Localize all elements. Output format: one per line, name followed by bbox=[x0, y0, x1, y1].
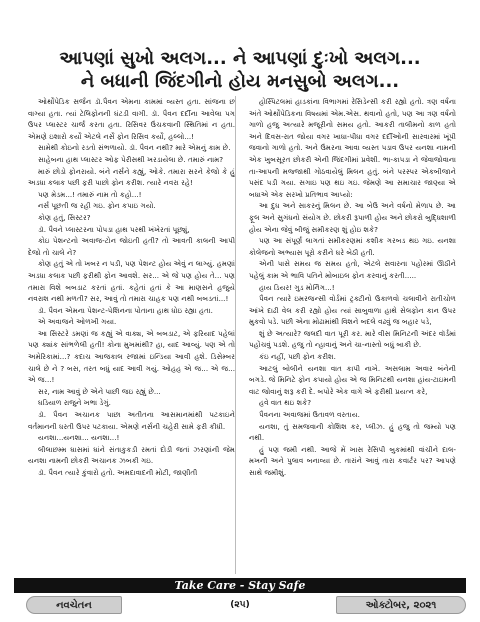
paragraph: હવે વાત થઇ શકે? bbox=[259, 398, 312, 408]
left-column bbox=[28, 96, 235, 574]
paragraph: ડૉ. પૈવને પ્લાસ્ટરના પોપડા હાથ પરથી ખંખેરતાં પૂછ્યું, bbox=[38, 224, 190, 234]
paragraph: નર્સ પૂછતી જ રહી ગઇ. ફોન કપાઇ ગયો. bbox=[38, 201, 156, 211]
paragraph: કોણ હતું, સિસ્ટર? bbox=[38, 212, 91, 222]
paragraph: સામેથી કોઇનો રડતો સંભળાયો. ડૉ. પૈવન નથી? મારે એમનું કામ છે. bbox=[38, 143, 231, 153]
paragraph: લીલાછમ્મ ઘાસમાં ઘાંને સંતાકુકડી રમતાં દોડી જતાં ઝરણાંની જેમ યનશા નામની છોકરી અચાનક ઝબકી ગઇ. bbox=[28, 444, 235, 466]
paragraph: આ સિસ્ટરે ડમણાં જ કહ્યું એ વાક્ય, એ બબડાટ, એ ફરિયાદ પહેલાં પણ ક્યાંક સાંભળેલી હતી! કોના મુખમાંથી? હા, યાદ આવ્યું. પણ એ તો અમેરિકામાં...? કદાચ આજકાલ રજામાં ઇન્ડિયા આવી હશે. ડિસેમ્બર ચાલે છે ને ? બસ, તરત બધું યાદ આવી ગયું. ઓહહ એ જ... એ જ... એ જ...! bbox=[28, 328, 235, 385]
page-footer bbox=[14, 596, 466, 614]
page-number: (૨૫) bbox=[230, 600, 250, 610]
paragraph: કોણ હતું એ તો ખબર ન પડી, પણ પેશન્ટ હોય એવું ન લાગ્યું. હમણાં અડધા કલાક પછી ફરીથી ફોન આવશે. સર... એ જે પણ હોય તે... પણ તમારા વિશે બબડાટ કરતાં હતાં. કહેતાં હતાં કે આ માણસને હજુયે નવરાશ નથી મળતી? સર, આવું તો તમારા ચાહક પણ નથી બબડતાં...! bbox=[28, 259, 235, 304]
article-body bbox=[28, 96, 458, 574]
headline-line-1: આપણાં સુખો અલગ... ને આપણાં દુઃખો અલગ... bbox=[59, 48, 421, 69]
paragraph: હોસ્પિટલમાં હાડકાંના વિભાગમાં રેસિડેન્સી કરી રહ્યો હતો. ત્રણ વર્ષના અંતે ઓર્થોપેડિકના વિષયમાં એમ.એસ. થવાનો હતો, પણ આ ત્રણ વર્ષનો ગાળો હજુ અત્યારે મજૂરીનો સમય હતો. આકરી તાલીમનો કાળ હતો અને દિવસ-રાત જોયા વગર ખાધા-પીધા વગર દર્દીઓની સારવારમાં ખૂંપી જવાનો ગાળો હતો. અને ઉંમરના આવા વ્યસ્ત પડાવ ઉપર યનશા નામની એક ખુબસૂરત છોકરી એની જિંદગીમાં પ્રવેશી. ભા-કાપડા ને જેવાજોવાના તા-આપની મજ્જાથી ગોઠવાયેલું મિલન હતું. બંને પરસ્પર એકબીજાને પસંદ પડી ગયા. સગાઇ પણ થઇ ગઇ. જેમણે આ સમાચાર જાણ્યા એ બધાએ એક સરખો પ્રતિભાવ આપ્યો: bbox=[249, 97, 456, 199]
paragraph: શું છે અત્યારે? જલદી વાત પૂરી કર. મારે વીસ મિનિટની અંદર વૉર્ડમાં પહોંચવું પડશે. હજુ તો ન્હાવાનું અને ચા-નાસ્તો બધું બાકી છે. bbox=[249, 328, 456, 350]
paragraph: ઘડિયાળ રાજુને ખભા ડેગું. bbox=[38, 398, 111, 408]
paragraph: ડૉ. પૈવન એમના પેશન્ટ-પેશિનના પોતાના હાથ ધોઇ રહ્યા હતા. bbox=[38, 305, 213, 315]
paragraph: ડૉ. પૈવન અચાનક પાછા અતીતના આસમાનમાંથી પટકાઇને વર્તમાનની ધરતી ઉપર પટકાયા. એમણે નર્સની ચહેરી સામે ફરી કીધી. bbox=[28, 410, 235, 431]
paragraph: યનશા...યનશા... યનશા...! bbox=[38, 433, 120, 443]
paragraph: પણ મેડમ...! તમારું નામ તો કહો...! bbox=[38, 189, 142, 199]
paragraph: એની પાસે સમય જ સમય હતો, એટલે સવારના પહોરમાં ઊઠીને પહેલું કામ એ ભાવિ પતિને મોબાઇલ ફોન કરવાનું કરતી..... bbox=[249, 259, 456, 280]
paragraph: કોઇ પેશન્ટનો અવાજ-ટોન જોઇતી હતી? તો આવતી કાલની આપી દેજો તો ચાલે ને? bbox=[28, 236, 235, 257]
right-column bbox=[249, 96, 456, 574]
paragraph: પણ આ સંપૂર્ણ લાગતાં સમીકરણમાં કશીક ગરબડ થઇ ગઇ. યનશા કોલેજનો અભ્યાસ પૂરો કરીને ઘરે બેઠી હતી. bbox=[249, 236, 456, 257]
paragraph: આટલું બોલીને યનશા વાત કાપી નાખે. અસલામ અવાર બંનેની બગડે. જે મિનિટે ફોન કપાયો હોય એ જ મિનિટથી યનશા હાંય-ટાઇમની વાટ જોવાનું શરૂ કરી દે. બપોરે એક વાગે એ ફરીથી પ્રયત્ન કરે, bbox=[249, 363, 456, 396]
paragraph: કંઇ નહીં, પછી ફોન કરીશ. bbox=[259, 352, 336, 362]
headline-line-2: ને બધાની જિંદગીનો હોય મનસુબો અલગ... bbox=[80, 71, 400, 92]
paragraph: સાહેબના હાથ પ્લાસ્ટર ઓફ પેરીસથી ખરડાયેલા છે. તમારું નામ? bbox=[38, 154, 224, 164]
paragraph: ડૉ. પૈવન ત્યારે કુંવારો હતો. અમદાવાદની મોટી, જાણીતી bbox=[38, 468, 198, 477]
issue-date: ઓક્ટોબર, ૨૦૨૧ bbox=[336, 596, 466, 614]
paragraph: પૈવનના અવાજમાં ઉતાવળ વરતાય. bbox=[259, 410, 360, 420]
footer-banner: Take Care - Stay Safe bbox=[14, 578, 466, 593]
paragraph: સર, નામ આવું છે એને પાછી જઇ રહ્યું છે... bbox=[38, 386, 161, 396]
paragraph: યનશા, તું સમજવાની કોશિશ કર, પ્લીઝ. હું હજુ તો જમ્યો પણ નથી. bbox=[249, 421, 456, 443]
column-divider bbox=[235, 96, 236, 574]
magazine-name: નવચેતન bbox=[26, 596, 122, 614]
paragraph: પૈવન ત્યારે ઇમરજન્સી વોર્ડમાં ટ્રક્ટીનો ઉકાળવો ચલાવીને રાતીચોળ આંખે દાઢી વેલ કરી રહ્યો હોય ત્યાં સાબુવાળા હાથે સેલફોન કાન ઉપર મુકવો પડે. પછી એના મોઢામાંથી વિશને બદલે વઢવું જ બહાર પડે, bbox=[249, 294, 456, 327]
paragraph: એ અવાજને ઓળખી ગયા. bbox=[38, 317, 117, 327]
paragraph: હું પણ જમી નથી. આજે મેં ખાસ રેસિપી બુકમાંથી વાંચીને દાલ-મખની અને પુલાવ બનાવ્યા છે. તારાંને આવું તારા કવાર્ટર પર? આપણે સાથે જમીશું. bbox=[249, 444, 456, 477]
article-headline bbox=[14, 47, 466, 93]
paragraph: આ દુધ અને સાકરનું મિલન છે. આ બેઉ અને વર્ષનો મેળાપ છે. આ ફૂલ અને સુગંધનો સંયોગ છે. છોકરી રૂપાળી હોય અને છોકરો બુદ્ધિશાળી હોય એના જેવું બીજું સમીકરણ શું હોઇ શકે? bbox=[249, 201, 456, 234]
paragraph: હાય ડિયર! ગુડ મોર્નિંગ...! bbox=[259, 282, 335, 292]
paragraph: મારું છોડો ફોનરાયો. બંને નર્સને કહ્યું, ઓકે. તમારા સરને કેજો કે હું અડધા કલાક પછી ફરી પાછો ફોન કરીશ. ત્યારે નવરા રહે! bbox=[28, 166, 235, 188]
paragraph: ઓર્થોપેડિક સર્જન ડૉ.પૈવન એમના કામમાં વ્યસ્ત હતા. સાંજના છ વાગ્યા હતા. ત્યાં ટેલિફોનની ઘંટડી વાગી. ડૉ. પૈવન દર્દીના આવેલા પગ ઉપર પ્લાસ્ટર ચાર્જ કરતા હતા. રિસિવર ઉંચકવાની સ્થિતિમાં ન હતા. એમણે ઇશારો કર્યો એટલે નર્સે ફોન રિસિવ કર્યો, હલ્લો...! bbox=[28, 97, 235, 141]
